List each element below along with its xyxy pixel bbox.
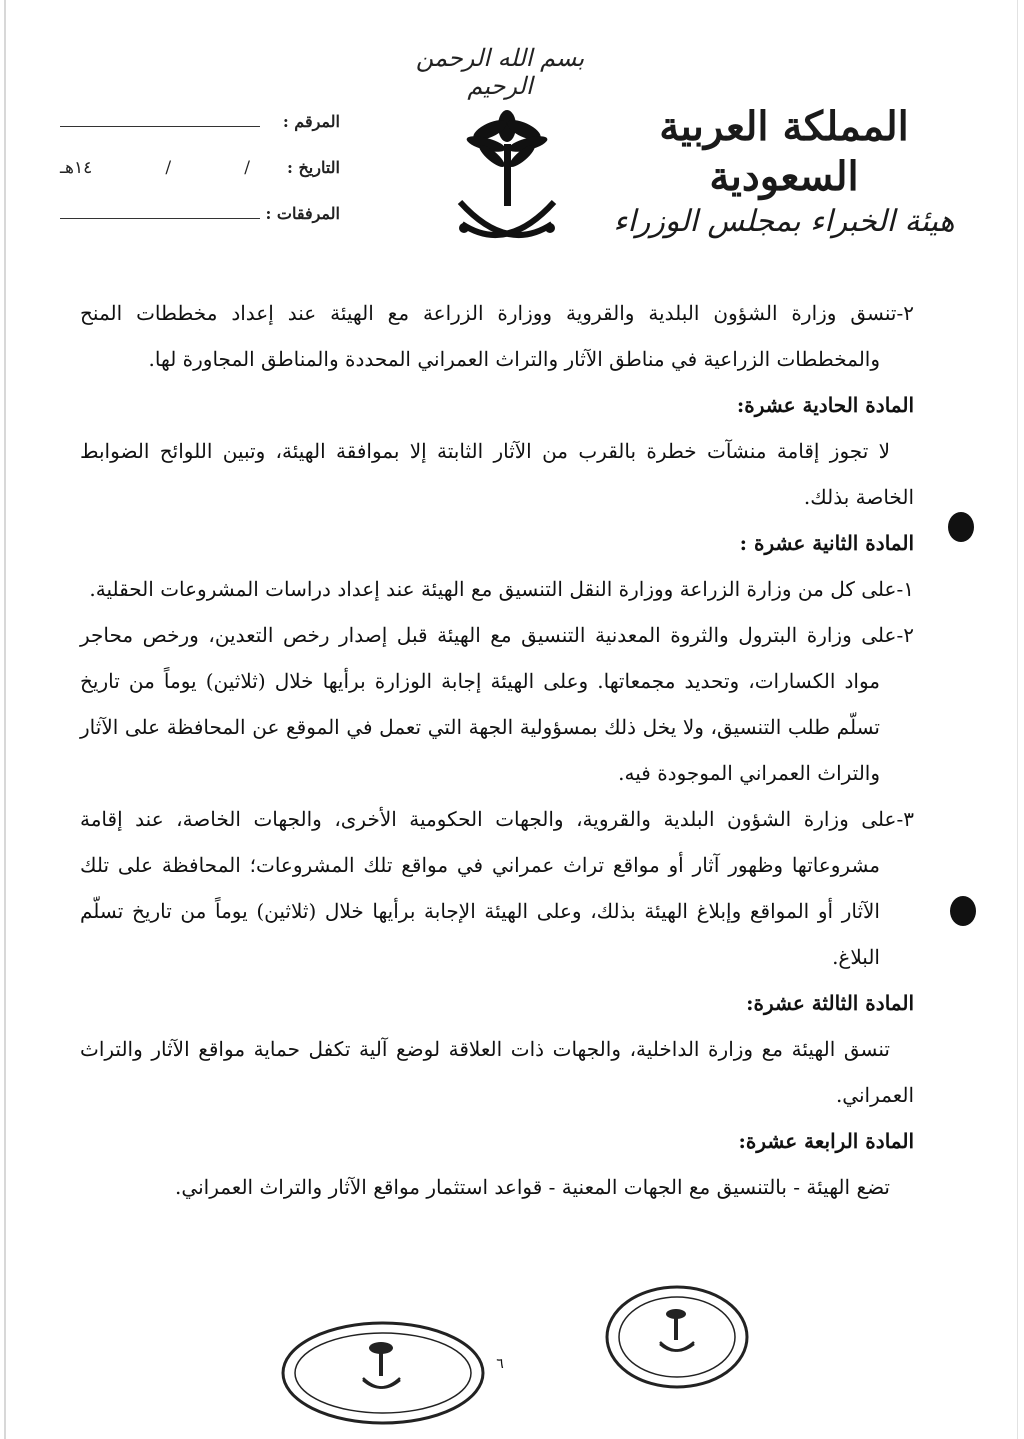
attach-line: [60, 218, 260, 219]
article-11-text: لا تجوز إقامة منشآت خطرة بالقرب من الآثار الثابتة إلا بموافقة الهيئة، وتبين اللوائح الضوابط الخاصة بذلك.: [80, 439, 914, 509]
reference-block: [60, 112, 340, 250]
document-body: [80, 290, 914, 1210]
ref-row: [60, 112, 340, 158]
article-13-heading: المادة الثالثة عشرة:: [746, 991, 914, 1015]
scan-edge-left: [4, 0, 6, 1439]
org-name-kingdom: المملكة العربية السعودية: [659, 103, 909, 200]
article-14-heading: المادة الرابعة عشرة:: [738, 1129, 914, 1153]
clause-10-2: ٢-تنسق وزارة الشؤون البلدية والقروية ووزارة الزراعة مع الهيئة عند إعداد مخططات المنح والمخططات الزراعية في مناطق الآثار والتراث العمراني المحددة والمناطق المجاورة لها.: [80, 301, 914, 371]
article-12-heading: المادة الثانية عشرة :: [739, 531, 914, 555]
clause-12-2: ٢-على وزارة البترول والثروة المعدنية التنسيق مع الهيئة قبل إصدار رخص التعدين، ورخص محاجر مواد الكسارات، وتحديد مجمعاتها. وعلى الهيئة إجابة الوزارة برأيها خلال (ثلاثين) يوماً من تاريخ تسلّم طلب التنسيق، ولا يخل ذلك بمسؤولية الجهة التي تعمل في الموقع عن المحافظة على الآثار والتراث العمراني الموجودة فيه.: [80, 623, 914, 785]
saudi-emblem-icon: [452, 104, 562, 249]
seal-left: [278, 1318, 488, 1428]
ref-line: [60, 126, 260, 127]
punch-hole-top: [948, 512, 974, 542]
page-number: ٦: [496, 1356, 504, 1372]
org-name-bureau: هيئة الخبراء بمجلس الوزراء: [613, 204, 955, 239]
organization-header: [604, 102, 964, 242]
article-11-heading: المادة الحادية عشرة:: [736, 393, 914, 417]
date-value: [60, 158, 250, 178]
date-sep-2: /: [165, 158, 172, 178]
date-row: [60, 158, 340, 204]
scan-edge-right: [1017, 0, 1018, 1439]
date-sep-1: /: [244, 158, 250, 178]
article-14-text: تضع الهيئة - بالتنسيق مع الجهات المعنية - قواعد استثمار مواقع الآثار والتراث العمراني.: [175, 1175, 890, 1199]
punch-hole-bottom: [950, 896, 976, 926]
seal-right-graphic: [602, 1282, 752, 1392]
attach-row: [60, 204, 340, 250]
date-label: التاريخ :: [286, 158, 340, 177]
basmala: بسم الله الرحمن الرحيم: [415, 44, 585, 100]
seal-right: [602, 1282, 752, 1392]
date-suffix: ١٤هـ: [60, 158, 93, 178]
ref-label: المرقم :: [282, 112, 340, 131]
clause-12-1: ١-على كل من وزارة الزراعة ووزارة النقل التنسيق مع الهيئة عند إعداد دراسات المشروعات الحقلية.: [89, 577, 914, 601]
seal-left-graphic: [278, 1318, 488, 1428]
clause-12-3: ٣-على وزارة الشؤون البلدية والقروية، والجهات الحكومية الأخرى، والجهات الخاصة، عند إقامة مشروعاتها وظهور آثار أو مواقع تراث عمراني في مواقع تلك المشروعات؛ المحافظة على تلك الآثار أو المواقع وإبلاغ الهيئة بذلك، وعلى الهيئة الإجابة برأيها خلال (ثلاثين) يوماً من تاريخ تسلّم البلاغ.: [80, 807, 914, 969]
article-13-text: تنسق الهيئة مع وزارة الداخلية، والجهات ذات العلاقة لوضع آلية تكفل حماية مواقع الآثار والتراث العمراني.: [80, 1037, 914, 1107]
attach-label: المرفقات :: [265, 204, 340, 223]
